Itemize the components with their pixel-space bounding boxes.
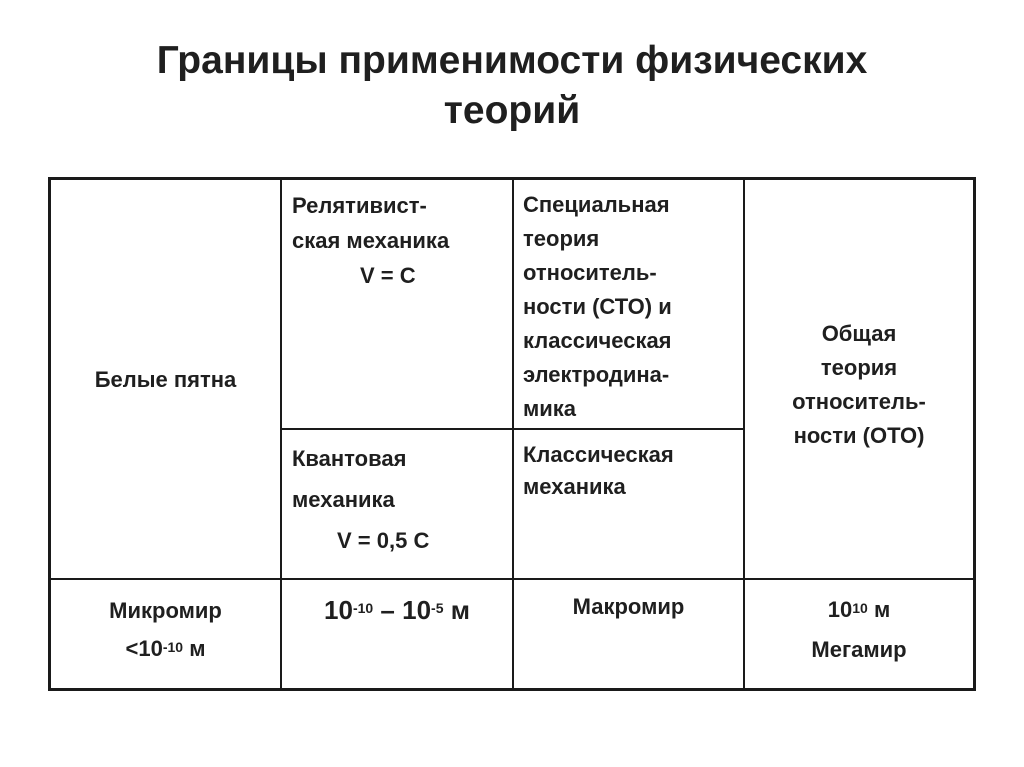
cell-macro-world: Макромир: [572, 594, 685, 619]
micro-scale: $<10^{-10}$ м: [125, 636, 206, 661]
cell-general-relativity: Общая теория относитель- ности (ОТО): [792, 321, 926, 448]
cell-relativistic-mechanics: [282, 180, 512, 428]
cell-range: [282, 580, 512, 688]
mega-scale: $10^{10}$ м: [827, 597, 891, 622]
cell-white-spots: Белые пятна: [94, 367, 237, 392]
cell-micro-world: Микромир $<10^{-10}$ м: [51, 580, 280, 688]
cell-classical-mechanics: Классическая механика: [523, 442, 674, 499]
title-line-2: теорий: [443, 89, 581, 132]
cell-mega-world: $10^{10}$ м Мегамир: [745, 580, 973, 688]
relativistic-formula: V = C: [360, 263, 416, 288]
cell-quantum-mechanics: Квантовая механика V = 0,5 С: [282, 430, 512, 578]
applicability-table: [48, 177, 976, 691]
quantum-formula: V = 0,5 С: [337, 528, 430, 553]
range-value: $10^{-10} - 10^{-5}$ м: [324, 595, 470, 625]
cell-special-relativity: Специальная теория относитель- ности (СТО) и классическая электродина- мика: [523, 192, 672, 421]
title-line-1: Границы применимости физических: [156, 39, 868, 82]
relativistic-line-2: ская механика: [292, 228, 450, 253]
relativistic-line-1: Релятивист-: [292, 193, 427, 218]
page-title: [0, 36, 1024, 136]
